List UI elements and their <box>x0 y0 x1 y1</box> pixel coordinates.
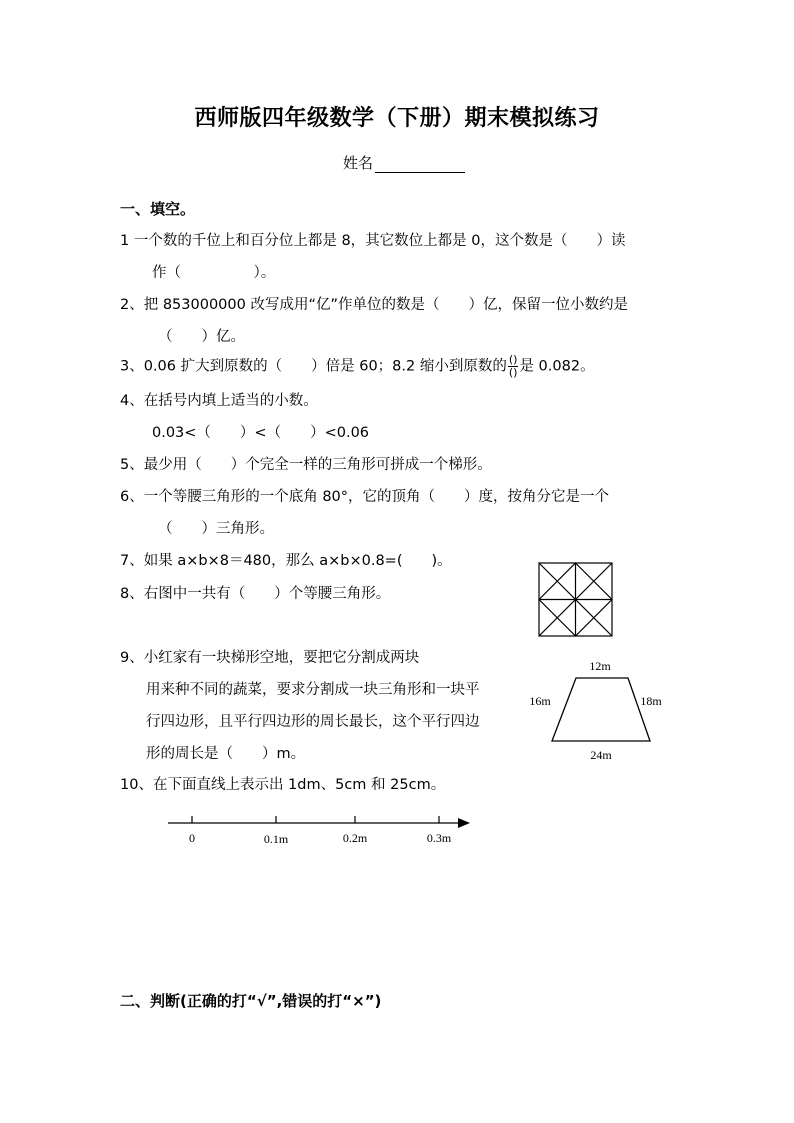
section2-heading: 二、判断(正确的打“√”,错误的打“×”) <box>120 992 382 1010</box>
number-line-arrow-icon <box>458 818 470 828</box>
page-title: 西师版四年级数学（下册）期末模拟练习 <box>194 106 600 131</box>
name-field <box>343 152 465 173</box>
question-3-fraction <box>508 354 519 379</box>
question-9-line1: 9、小红家有一块梯形空地，要把它分割成两块 <box>120 650 420 666</box>
question-4-line1: 4、在括号内填上适当的小数。 <box>120 393 318 409</box>
number-line[interactable] <box>160 811 480 851</box>
question-9-line4: 形的周长是（ ）m。 <box>146 746 306 762</box>
name-blank-line[interactable] <box>375 156 465 173</box>
section1-heading: 一、填空。 <box>120 200 196 218</box>
question-1-line1: 1 一个数的千位上和百分位上都是 8，其它数位上都是 0，这个数是（ ）读 <box>120 233 626 249</box>
number-line-label-1: 0.1m <box>263 832 289 846</box>
question-9-line3: 行四边形，且平行四边形的周长最长，这个平行四边 <box>146 714 480 730</box>
question-8: 8、右图中一共有（ ）个等腰三角形。 <box>120 586 391 602</box>
number-line-label-2: 0.2m <box>342 831 368 845</box>
fraction-denominator: () <box>508 366 518 379</box>
trapezoid-left-label: 16m <box>529 694 551 708</box>
number-line-label-0: 0 <box>189 831 195 845</box>
name-label: 姓名 <box>343 154 374 172</box>
trapezoid-top-label: 12m <box>589 659 611 673</box>
question-6-line1: 6、一个等腰三角形的一个底角 80°，它的顶角（ ）度，按角分它是一个 <box>120 489 610 505</box>
question-2-line2: （ ）亿。 <box>158 329 245 345</box>
question-3-part2: 是 0.082。 <box>519 358 595 375</box>
question-3-part1: 3、0.06 扩大到原数的（ ）倍是 60；8.2 缩小到原数的 <box>120 358 507 375</box>
trapezoid-outline <box>552 678 650 741</box>
question-9-line2: 用来种不同的蔬菜，要求分割成一块三角形和一块平 <box>146 682 480 698</box>
question-3 <box>120 354 595 379</box>
fraction-numerator: () <box>508 353 518 366</box>
trapezoid-bottom-label: 24m <box>590 748 612 762</box>
question-6-line2: （ ）三角形。 <box>158 521 274 537</box>
question-7: 7、如果 a×b×8＝480，那么 a×b×0.8=( )。 <box>120 553 452 569</box>
question-10: 10、在下面直线上表示出 1dm、5cm 和 25cm。 <box>120 777 446 793</box>
trapezoid-right-label: 18m <box>640 694 662 708</box>
question-1-line2: 作（ ）。 <box>152 265 276 281</box>
square-triangles-figure <box>537 561 614 638</box>
number-line-label-3: 0.3m <box>426 831 452 845</box>
question-4-line2: 0.03<（ ）<（ ）<0.06 <box>152 425 370 441</box>
trapezoid-figure <box>520 655 680 765</box>
question-5: 5、最少用（ ）个完全一样的三角形可拼成一个梯形。 <box>120 457 492 473</box>
question-2-line1: 2、把 853000000 改写成用“亿”作单位的数是（ ）亿，保留一位小数约是 <box>120 297 628 313</box>
